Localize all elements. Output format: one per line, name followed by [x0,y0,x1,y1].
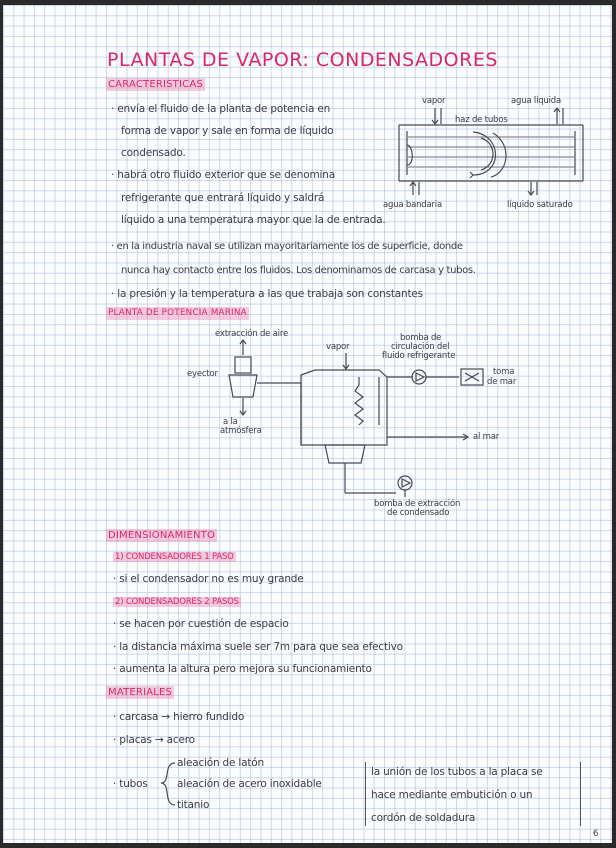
text-line: líquido a una temperatura mayor que la de entrada. [121,214,386,226]
label-agua-bandaria: agua bandaria [383,200,442,210]
text-line: · envía el fluido de la planta de potencia en [111,103,331,115]
label-vapor: vapor [422,96,446,106]
label-bomba-extraccion-1: bomba de extracción [374,499,461,509]
page-title: PLANTAS DE VAPOR: CONDENSADORES [107,49,498,71]
label-bomba-extraccion-2: de condensado [387,508,450,518]
label-bomba-circulacion-1: bomba de [400,333,442,343]
text-carcasa: · carcasa → hierro fundido [113,711,245,723]
label-vapor-planta: vapor [326,342,350,352]
label-de-mar: de mar [487,377,517,387]
text-line: refrigerante que entrará líquido y saldrá [121,192,325,204]
heading-planta-potencia: PLANTA DE POTENCIA MARINA [108,308,247,318]
text-line: · se hacen por cuestión de espacio [113,618,289,630]
label-liquido-saturado: líquido saturado [507,200,573,210]
label-haz-de-tubos: haz de tubos [455,115,508,125]
heading-caracteristicas: CARACTERISTICAS [108,79,203,90]
tubos-item: aleación de acero inoxidable [177,778,322,790]
label-eyector: eyector [187,369,218,379]
label-atmosfera: atmósfera [220,426,262,436]
notebook-page [3,5,612,843]
subheading-1-paso: 1) CONDENSADORES 1 PASO [115,552,234,562]
subheading-2-pasos: 2) CONDENSADORES 2 PASOS [115,597,239,607]
text-line: forma de vapor y sale en forma de líquido [121,125,334,137]
label-agua-liquida: agua líquida [511,96,561,106]
text-line: · la presión y la temperatura a las que trabaja son constantes [111,288,423,300]
label-toma: toma [493,367,515,377]
text-line: · en la industria naval se utilizan mayoritariamente los de superficie, donde [111,241,463,252]
text-tubos: · tubos [113,778,148,790]
label-al-mar: al mar [473,432,500,442]
note-line: hace mediante embutición o un [371,789,533,801]
note-line: la unión de los tubos a la placa se [371,766,543,778]
label-a-la: a la [223,417,238,427]
text-line: · si el condensador no es muy grande [113,573,304,585]
heading-dimensionamiento: DIMENSIONAMIENTO [108,530,216,541]
text-line: nunca hay contacto entre los fluidos. Los denominamos de carcasa y tubos. [121,265,476,276]
heading-materiales: MATERIALES [108,687,173,698]
text-line: · habrá otro fluido exterior que se denomina [111,169,335,181]
note-line: cordón de soldadura [371,812,476,824]
page-number: 6 [593,829,599,839]
text-line: · aumenta la altura pero mejora su funcionamiento [113,663,372,675]
text-placas: · placas → acero [113,734,195,746]
text-line: condensado. [121,147,186,159]
label-bomba-circulacion-3: fluido refrigerante [382,351,456,361]
tubos-item: titanio [177,799,210,811]
label-bomba-circulacion-2: circulación del [391,342,450,352]
text-line: · la distancia máxima suele ser 7m para que sea efectivo [113,641,403,653]
label-extraccion-aire: extracción de aire [215,329,288,339]
tubos-item: aleación de latón [177,757,264,769]
